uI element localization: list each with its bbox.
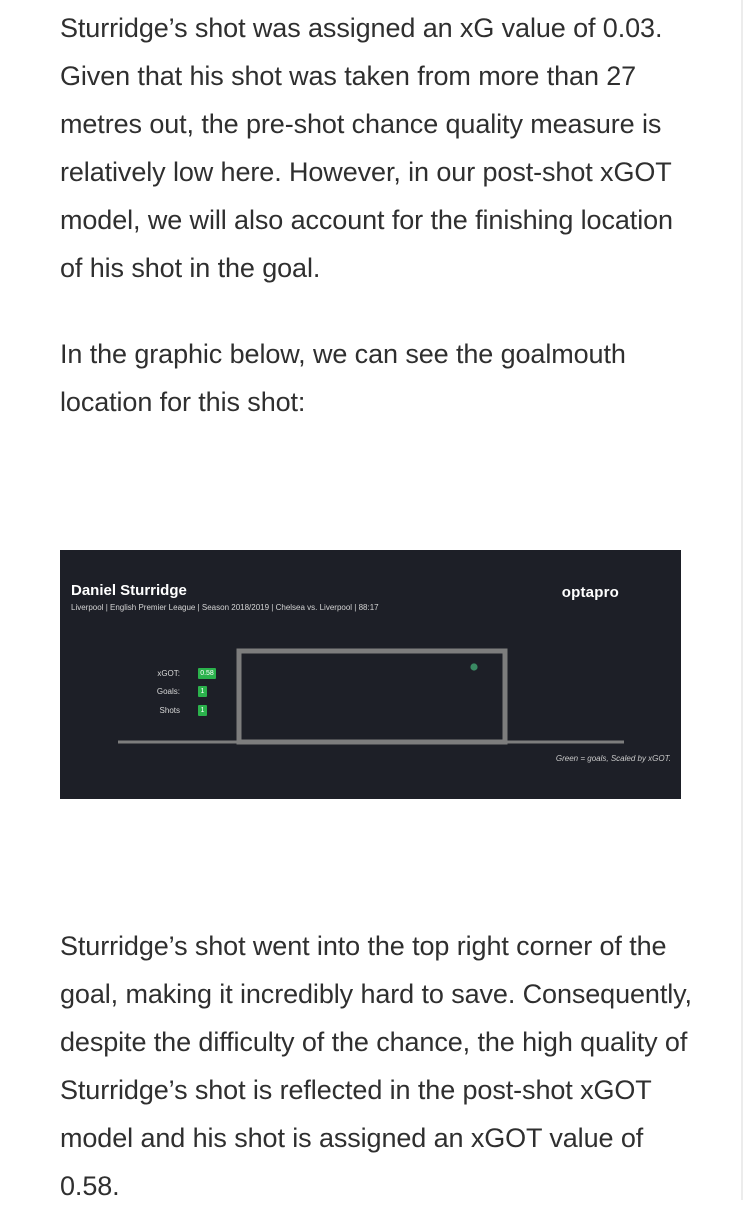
match-subtitle: Liverpool | English Premier League | Season 2018/2019 | Chelsea vs. Liverpool | 88:17	[71, 603, 379, 612]
legend-footnote: Green = goals, Scaled by xGOT.	[555, 754, 671, 763]
article-paragraph: In the graphic below, we can see the goalmouth location for this shot:	[60, 339, 626, 417]
shot-map-graphic	[60, 550, 681, 799]
goals-badge: 1	[198, 686, 207, 697]
shot-marker-goal	[470, 663, 477, 670]
goal-frame	[239, 651, 505, 742]
page-edge-divider	[741, 0, 743, 1200]
shots-badge: 1	[198, 705, 207, 716]
optapro-logo: optapro	[561, 584, 619, 601]
xgot-badge: 0.58	[198, 668, 216, 679]
goals-label: Goals:	[156, 687, 180, 696]
article-paragraph: Sturridge’s shot went into the top right corner of the goal, making it incredibly hard to save. Consequently, despite the difficulty of the chance, the high quality of Sturridge’s shot is reflected in the post-shot xGOT model and his shot is assigned an xGOT value of 0.58.	[60, 931, 692, 1201]
xgot-label: xGOT:	[157, 669, 180, 678]
player-name: Daniel Sturridge	[71, 582, 187, 599]
shots-label: Shots	[159, 706, 180, 715]
article-paragraph: Sturridge’s shot was assigned an xG value of 0.03. Given that his shot was taken from more than 27 metres out, the pre-shot chance quality measure is relatively low here. However, in our post-shot xGOT model, we will also account for the finishing location of his shot in the goal.	[60, 13, 673, 283]
